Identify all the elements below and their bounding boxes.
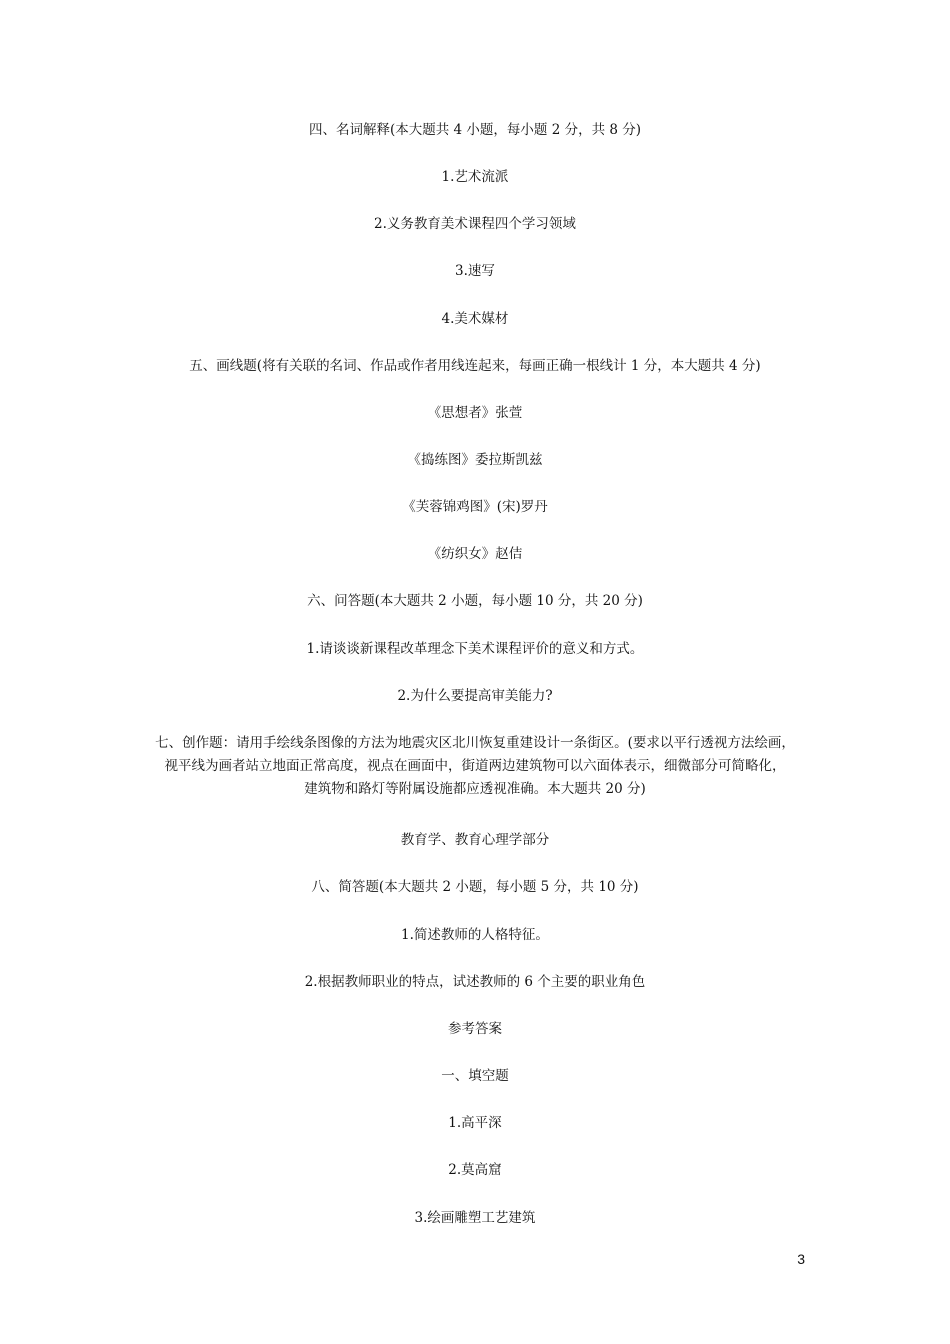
creation-question-line: 视平线为画者站立地面正常高度，视点在画面中，街道两边建筑物可以六面体表示，细微部分可简略化，: [164, 758, 786, 774]
answer-item: 3.绘画雕塑工艺建筑: [414, 1210, 536, 1226]
question-item: 1.艺术流派: [441, 169, 509, 185]
creation-question-line: 建筑物和路灯等附属设施都应透视准确。本大题共 20 分): [304, 781, 646, 797]
answer-item: 1.高平深: [448, 1115, 502, 1131]
creation-question-line: 七、创作题：请用手绘线条图像的方法为地震灾区北川恢复重建设计一条街区。(要求以平行透视方法绘画，: [155, 735, 795, 751]
matching-item: 《捣练图》委拉斯凯兹: [407, 452, 543, 468]
question-item: 2.根据教师职业的特点，试述教师的 6 个主要的职业角色: [304, 974, 646, 990]
question-item: 1.简述教师的人格特征。: [401, 927, 549, 943]
matching-item: 《芙蓉锦鸡图》(宋)罗丹: [402, 499, 548, 515]
question-item: 2.义务教育美术课程四个学习领域: [374, 216, 576, 232]
matching-item: 《思想者》张萱: [427, 405, 523, 421]
page-number: 3: [797, 1251, 805, 1267]
question-item: 3.速写: [455, 263, 495, 279]
part-heading: 教育学、教育心理学部分: [400, 832, 550, 848]
section-creation-question: [140, 732, 810, 801]
section-heading-short-answer: 八、简答题(本大题共 2 小题，每小题 5 分，共 10 分): [311, 879, 639, 895]
answer-item: 2.莫高窟: [448, 1162, 502, 1178]
question-item: 4.美术媒材: [441, 311, 509, 327]
answers-section-heading: 一、填空题: [441, 1068, 509, 1084]
question-item: 1.请谈谈新课程改革理念下美术课程评价的意义和方式。: [306, 641, 644, 657]
section-heading-matching: 五、画线题(将有关联的名词、作品或作者用线连起来，每画正确一根线计 1 分，本大题共 4 分): [189, 358, 761, 374]
section-heading-qa: 六、问答题(本大题共 2 小题，每小题 10 分，共 20 分): [307, 593, 643, 609]
section-heading-glossary: 四、名词解释(本大题共 4 小题，每小题 2 分，共 8 分): [308, 122, 642, 138]
answers-heading: 参考答案: [448, 1021, 502, 1037]
matching-item: 《纺织女》赵佶: [427, 546, 523, 562]
question-item: 2.为什么要提高审美能力?: [397, 688, 553, 704]
